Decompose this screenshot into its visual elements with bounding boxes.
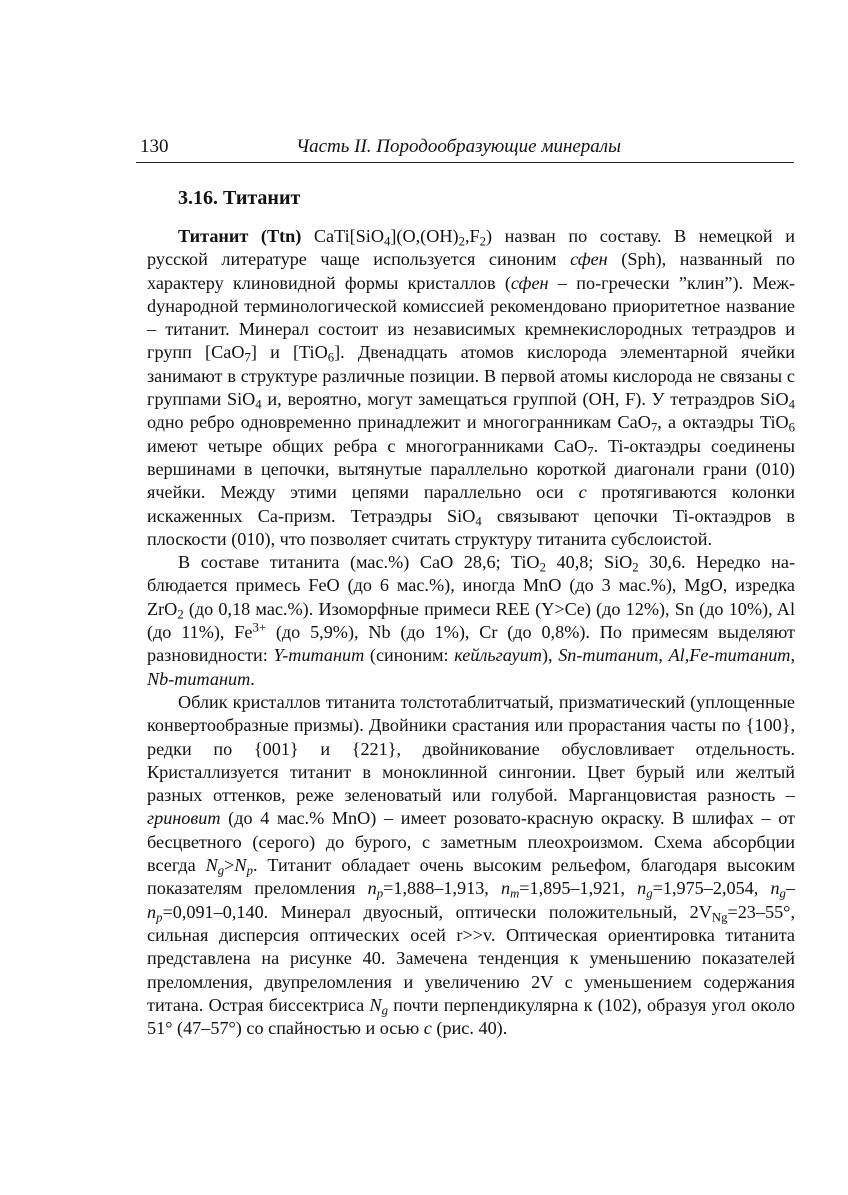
text-run: =1,888–1,913, <box>383 878 501 899</box>
text-run: 2 <box>458 234 465 249</box>
body-text <box>147 225 795 1040</box>
text-run: p <box>246 863 253 878</box>
section-title: 3.16. Титанит <box>178 187 301 209</box>
text-run: ] и [TiO <box>250 342 328 363</box>
text-run: 7 <box>650 420 658 435</box>
text-run: 3+ <box>252 620 267 635</box>
text-run: 30,6. Нередко наблюдается примесь FeO (до 6 мас.%), иногда MnO (до 3 мас.%), MgO, изредка ZrO <box>147 552 796 619</box>
text-run: гриновит <box>147 808 221 829</box>
text-run: сфен <box>510 272 549 293</box>
text-run: =1,895–1,921, <box>519 878 638 899</box>
text-run: 4 <box>788 397 795 412</box>
text-run: g <box>217 863 225 878</box>
text-run: (рис. 40). <box>431 1018 508 1039</box>
text-run: n <box>367 878 377 899</box>
text-run: В составе титанита (мас.%) CaO 28,6; TiO <box>178 552 540 573</box>
text-run: (Sph), названный по характеру клиновидной формы кристаллов ( <box>147 249 795 293</box>
text-run: Ng <box>711 910 728 925</box>
text-run: 4 <box>475 514 482 529</box>
text-run: N <box>205 855 218 876</box>
text-run: . Титанит обладает очень высоким рельефом, благодаря высоким показателям преломления <box>147 855 795 899</box>
text-run: имеют четыре общих ребра с многогранниками CaO <box>147 435 588 456</box>
text-run: ,F <box>464 226 480 246</box>
text-run: и, вероятно, могут замещаться группой (OH, F). У тетраэдров SiO <box>261 389 789 410</box>
text-run: (до 5,9%), Nb (до 1%), Cr (до 0,8%). По примесям выделяют разновидности: <box>147 622 796 666</box>
text-run: кейльгауит <box>454 645 542 666</box>
text-run: n <box>637 878 647 899</box>
text-run: 2 <box>479 234 486 249</box>
text-run: 2 <box>632 560 639 575</box>
text-run: g <box>381 1003 388 1018</box>
text-run: Y-титанит <box>273 645 365 666</box>
text-run: 4 <box>255 397 262 412</box>
text-run: ) назван по составу. В немецкой и русской литературе чаще используется синоним <box>147 226 795 270</box>
text-run: , <box>658 645 669 666</box>
text-run: Nb-титанит <box>147 668 251 689</box>
text-run: g <box>779 886 786 901</box>
text-run: N <box>369 994 382 1015</box>
text-run: 2 <box>539 560 546 575</box>
text-run: ), <box>541 645 559 666</box>
text-run: N <box>234 855 247 876</box>
text-run: =1,975–2,054, <box>652 878 771 899</box>
text-run: c <box>423 1018 432 1039</box>
text-run: . <box>250 668 255 689</box>
text-run: 7 <box>587 444 594 459</box>
text-run: ](O,(OH) <box>390 226 459 246</box>
paragraph-properties <box>147 691 795 1040</box>
text-run: одно ребро одновременно принадлежит и многогранникам CaO <box>147 412 651 433</box>
running-title: Часть II. Породообразующие минералы <box>296 136 621 157</box>
text-run: n <box>147 901 157 922</box>
text-run: g <box>646 886 653 901</box>
text-run: (до 4 мас.% MnO) – имеет розовато-красную окраску. В шлифах – от бесцветного (серого) до бурого, с заметным плеохроизмом. Схема абсорбции всегда <box>147 808 795 876</box>
text-run: Al,Fe-титанит <box>668 645 791 666</box>
text-run: протягиваются колонки искаженных Ca-призм. Тетраэдры SiO <box>147 482 796 526</box>
text-run: c <box>578 482 587 503</box>
page-number: 130 <box>140 136 169 157</box>
text-run: 7 <box>244 351 251 366</box>
text-run: Титанит (Ttn) <box>178 226 302 246</box>
page-header <box>136 132 794 163</box>
paragraph-composition <box>147 551 795 691</box>
text-run: m <box>510 886 520 901</box>
text-run: ]. Двенадцать атомов кислорода элементарной ячейки занимают в структуре различные позиции. В первой атомы кислорода не связаны с группами SiO <box>147 342 795 410</box>
text-run: 40,8; SiO <box>545 552 633 573</box>
text-run: , а октаэдры TiO <box>657 412 789 433</box>
text-run: – по-гречески ”клин”). Межdународной терминологической комиссией рекомендовано приоритетное название – титанит. Минерал состоит из независимых кремнекислородных тетраэдров и групп [CaO <box>147 272 795 363</box>
text-run: (до 0,18 мас.%). Изоморфные примеси REE (Y>Ce) (до 12%), Sn (до 10%), Al (до 11%), Fe <box>147 598 795 643</box>
text-run: CaTi[SiO <box>301 226 384 246</box>
text-run: > <box>224 855 235 876</box>
text-run: p <box>156 910 163 925</box>
text-run: . Ti-октаэдры соединены вершинами в цепочки, вытянутые параллельно короткой диагонали грани (010) ячейки. Между этими цепями параллельно оси <box>147 435 795 503</box>
text-run: n <box>770 878 780 899</box>
text-run: 6 <box>327 351 335 366</box>
text-run: Sn-титанит <box>558 645 659 666</box>
paragraph-structure <box>147 225 795 551</box>
text-run: p <box>376 886 384 901</box>
text-run: =0,091–0,140. Минерал двуосный, оптически положительный, 2V <box>162 901 712 922</box>
text-run: – <box>785 878 796 899</box>
text-run: , <box>790 645 795 666</box>
text-run: (синоним: <box>364 645 455 666</box>
text-run: 4 <box>384 234 391 249</box>
text-run: сфен <box>570 249 608 270</box>
text-run: почти перпендикулярна к (102), образуя угол около 51° (47–57°) со спайностью и осью <box>147 994 795 1039</box>
text-run: 6 <box>788 420 796 435</box>
text-run: 2 <box>177 607 184 622</box>
text-run: связывают цепочки Ti-октаэдров в плоскости (010), что позволяет считать структуру титанита субслоистой. <box>147 505 796 549</box>
text-run: Облик кристаллов титанита толстотаблитчатый, призматический (уплощенные конвертообразные призмы). Двойники срастания или прорастания часты по {100}, редки по {001} и {221}, двойникование обусловливает отдельность. Кристаллизуется титанит в моноклинной сингонии. Цвет бурый или желтый разных оттенков, реже зеленоватый или голубой. Марганцовистая разность – <box>147 691 795 806</box>
text-run: n <box>500 878 511 899</box>
text-run: =23–55°, сильная дисперсия оптических осей r>>v. Оптическая ориентировка титанита представлена на рисунке 40. Замечена тенденция к уменьшению показателей преломления, двупреломления и увеличению 2V с уменьшением содержания титана. Острая биссектриса <box>147 901 795 1015</box>
